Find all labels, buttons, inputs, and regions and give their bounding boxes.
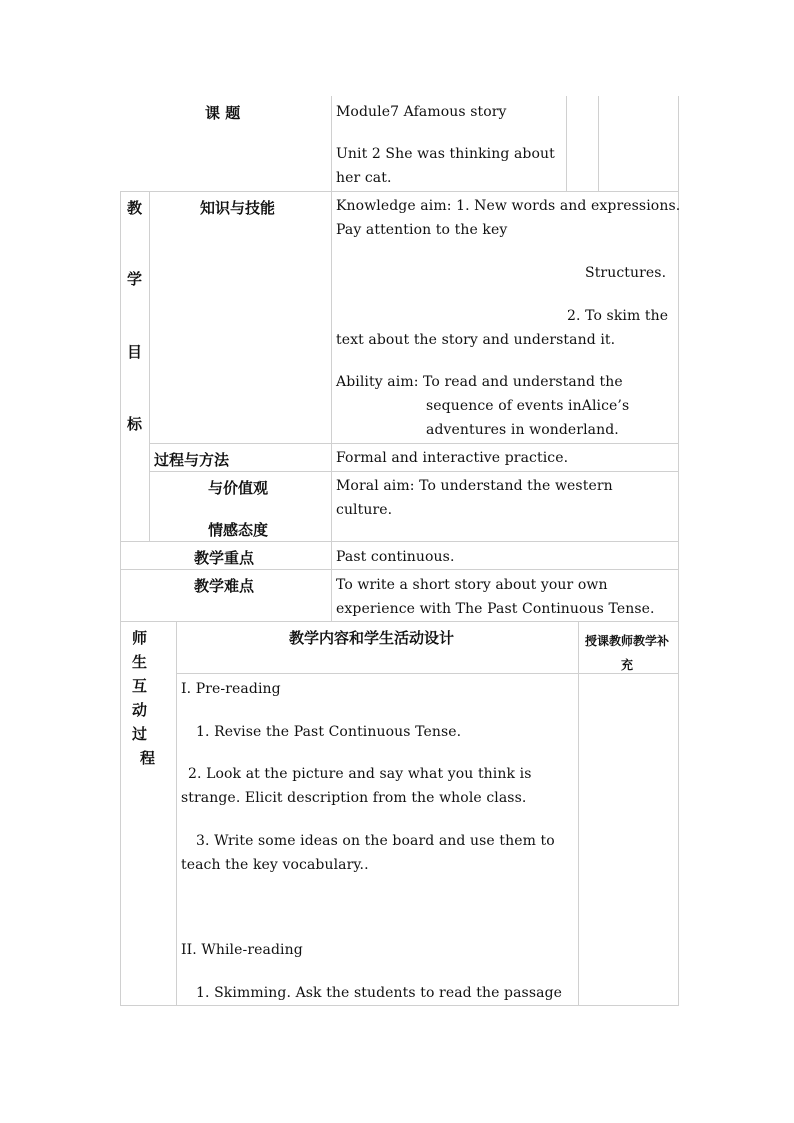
knowledge-text: Structures. bbox=[585, 265, 667, 281]
difficulty-text: To write a short story about your own bbox=[336, 577, 608, 593]
grid-line bbox=[176, 673, 679, 674]
grid-line bbox=[149, 191, 150, 541]
activity-side-char: 生 bbox=[132, 653, 148, 671]
grid-line bbox=[120, 191, 121, 1006]
activity-item: 1. Revise the Past Continuous Tense. bbox=[196, 724, 462, 740]
activity-side-char: 师 bbox=[132, 629, 148, 647]
activity-item: teach the key vocabulary.. bbox=[181, 857, 369, 873]
activity-side-char: 动 bbox=[132, 701, 148, 719]
key-point-label: 教学重点 bbox=[194, 549, 255, 567]
unit-title-cont: her cat. bbox=[336, 170, 392, 186]
grid-line bbox=[149, 471, 679, 472]
ability-text: sequence of events inAlice’s bbox=[426, 398, 630, 414]
difficulty-text: experience with The Past Continuous Tense. bbox=[336, 601, 655, 617]
knowledge-text: text about the story and understand it. bbox=[336, 332, 616, 348]
moral-text: Moral aim: To understand the western bbox=[336, 478, 613, 494]
while-reading-heading: II. While-reading bbox=[181, 942, 303, 958]
activity-item: strange. Elicit description from the whole class. bbox=[181, 790, 527, 806]
objectives-side-char: 目 bbox=[127, 343, 143, 361]
knowledge-text: 2. To skim the bbox=[567, 308, 669, 324]
knowledge-text: Pay attention to the key bbox=[336, 222, 508, 238]
unit-title: Unit 2 She was thinking about bbox=[336, 146, 555, 162]
activity-item: 2. Look at the picture and say what you think is bbox=[188, 766, 532, 782]
knowledge-label: 知识与技能 bbox=[200, 199, 276, 217]
grid-line bbox=[149, 443, 679, 444]
activity-side-char: 过 bbox=[132, 725, 148, 743]
ability-text: Ability aim: To read and understand the bbox=[336, 374, 623, 390]
grid-line bbox=[331, 96, 332, 622]
process-text: Formal and interactive practice. bbox=[336, 450, 569, 466]
activity-side-char: 互 bbox=[132, 677, 148, 695]
objectives-side-char: 学 bbox=[127, 270, 143, 288]
pre-reading-heading: I. Pre-reading bbox=[181, 681, 281, 697]
difficulty-label: 教学难点 bbox=[194, 577, 255, 595]
process-label: 过程与方法 bbox=[154, 451, 230, 469]
title-label: 课 题 bbox=[205, 104, 241, 122]
grid-line bbox=[120, 541, 679, 542]
knowledge-text: Knowledge aim: 1. New words and expressions. bbox=[336, 198, 681, 214]
ability-text: adventures in wonderland. bbox=[426, 422, 619, 438]
moral-text: culture. bbox=[336, 502, 393, 518]
grid-line bbox=[120, 621, 679, 622]
activity-header: 教学内容和学生活动设计 bbox=[289, 629, 455, 647]
activity-item: 3. Write some ideas on the board and use them to bbox=[196, 833, 555, 849]
activity-item: 1. Skimming. Ask the students to read the passage bbox=[196, 985, 563, 1001]
objectives-side-char: 标 bbox=[127, 415, 143, 433]
grid-line bbox=[598, 96, 599, 191]
supplement-label: 充 bbox=[621, 658, 634, 672]
key-point-text: Past continuous. bbox=[336, 549, 455, 565]
objectives-side-char: 教 bbox=[127, 199, 143, 217]
activity-side-char: 程 bbox=[140, 749, 156, 767]
grid-line bbox=[120, 569, 679, 570]
module-title: Module7 Afamous story bbox=[336, 104, 507, 120]
grid-line bbox=[176, 621, 177, 1006]
grid-line bbox=[578, 621, 579, 1006]
values-label: 与价值观 bbox=[208, 479, 269, 497]
grid-line bbox=[678, 96, 679, 1006]
supplement-label: 授课教师教学补 bbox=[585, 634, 670, 648]
grid-line bbox=[120, 191, 679, 192]
values-label: 情感态度 bbox=[208, 521, 269, 539]
grid-line bbox=[566, 96, 567, 191]
grid-line bbox=[120, 1005, 679, 1006]
